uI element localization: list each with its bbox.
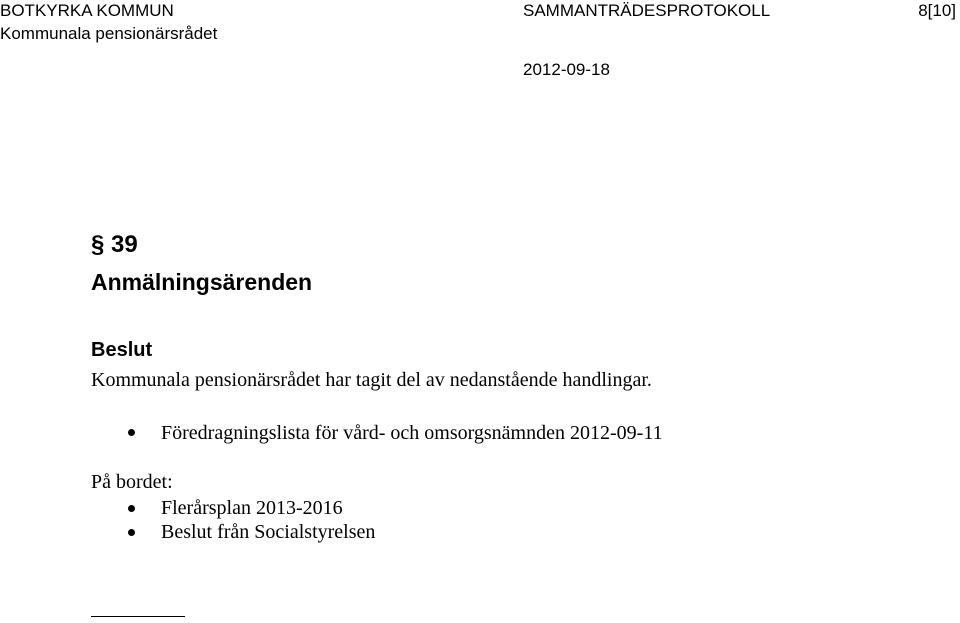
section-title: Anmälningsärenden — [91, 269, 313, 295]
list-item: Flerårsplan 2013-2016 — [161, 497, 343, 519]
organization-name: BOTKYRKA KOMMUN — [0, 1, 174, 20]
decision-text: Kommunala pensionärsrådet har tagit del av nedanstående handlingar. — [91, 369, 652, 391]
section-number — [91, 231, 138, 259]
document-type: SAMMANTRÄDESPROTOKOLL — [523, 1, 771, 20]
footnote-rule — [91, 616, 185, 617]
bullet-icon — [128, 429, 135, 436]
committee-name: Kommunala pensionärsrådet — [0, 24, 218, 43]
section-symbol: § — [91, 231, 105, 258]
list-item: Föredragningslista för vård- och omsorgsnämnden 2012-09-11 — [161, 422, 663, 444]
meeting-date: 2012-09-18 — [523, 60, 610, 79]
page-number: 8[10] — [918, 1, 956, 20]
list-item: Beslut från Socialstyrelsen — [161, 521, 376, 543]
bullet-icon — [128, 529, 135, 536]
decision-heading: Beslut — [91, 339, 153, 361]
on-board-label: På bordet: — [91, 471, 173, 493]
bullet-icon — [128, 505, 135, 512]
section-number-value: 39 — [111, 231, 138, 258]
